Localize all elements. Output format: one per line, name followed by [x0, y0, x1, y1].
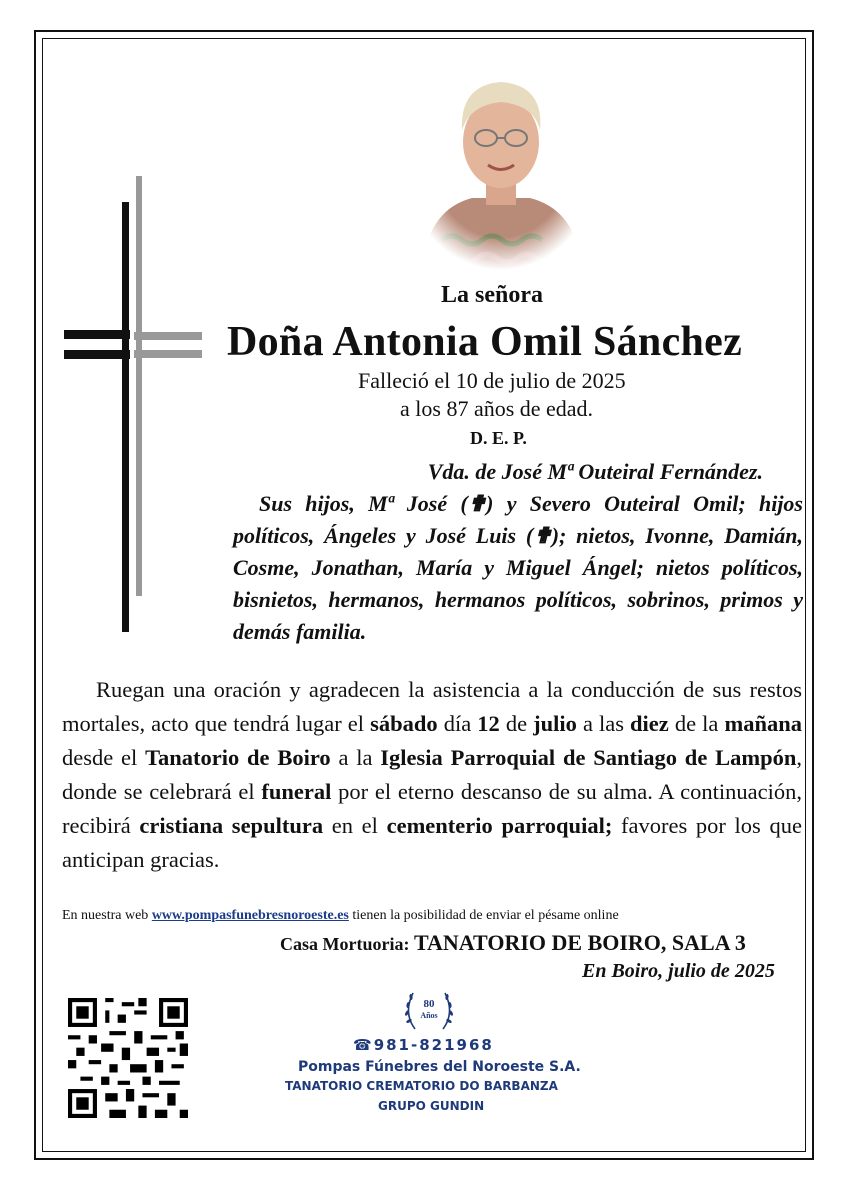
widow-line: Vda. de José Mª Outeiral Fernández. [427, 459, 763, 484]
place-date: En Boiro, julio de 2025 [582, 960, 775, 982]
intro-label: La señora [441, 282, 543, 308]
crematorium-name: TANATORIO CREMATORIO DO BARBANZA [285, 1079, 558, 1093]
badge-number: 80 [423, 998, 435, 1010]
deceased-name: Doña Antonia Omil Sánchez [227, 319, 743, 365]
group-name: GRUPO GUNDIN [378, 1099, 485, 1113]
phone-icon: ☎ [353, 1036, 374, 1054]
funeral-home [280, 930, 746, 956]
funeral-home-label: Casa Mortuoria: [280, 934, 410, 954]
family-list: Sus hijos, Mª José (✟) y Severo Outeiral Omil; hijos políticos, Ángeles y José Luis (✟); nietos, Ivonne, Damián, Cosme, Jonathan, María y Miguel Ángel; nietos políticos, bisnietos, hermanos, hermanos políticos, sobrinos, primos y demás familia. [233, 491, 803, 644]
dep-label: D. E. P. [470, 428, 527, 448]
death-date: Falleció el 10 de julio de 2025 [358, 368, 626, 393]
badge-text: Años [420, 1011, 438, 1020]
funeral-home-value: TANATORIO DE BOIRO, SALA 3 [413, 930, 746, 955]
portrait-photo [412, 70, 590, 270]
anniversary-badge [401, 985, 457, 1035]
ceremony-text: Ruegan una oración y agradecen la asistencia a la conducción de sus restos mortales, acto que tendrá lugar el sábado día 12 de julio a las diez de la mañana desde el Tanatorio de Boiro a la Iglesia Parroquial de Santiago de Lampón, donde se celebrará el funeral por el eterno descanso de su alma. A continuación, recibirá cristiana sepultura en el cementerio parroquial; favores por los que anticipan gracias. [62, 677, 803, 872]
age-line: a los 87 años de edad. [400, 396, 594, 421]
family-block [233, 456, 803, 648]
website-link[interactable]: www.pompasfunebresnoroeste.es [151, 908, 349, 923]
cross-icon [60, 172, 205, 637]
phone-number[interactable]: ☎981-821968 [353, 1036, 494, 1054]
company-name: Pompas Fúnebres del Noroeste S.A. [298, 1059, 581, 1075]
web-notice: En nuestra web www.pompasfunebresnoroeste.es tienen la posibilidad de enviar el pésame online [62, 908, 619, 923]
qr-code[interactable] [68, 998, 188, 1118]
